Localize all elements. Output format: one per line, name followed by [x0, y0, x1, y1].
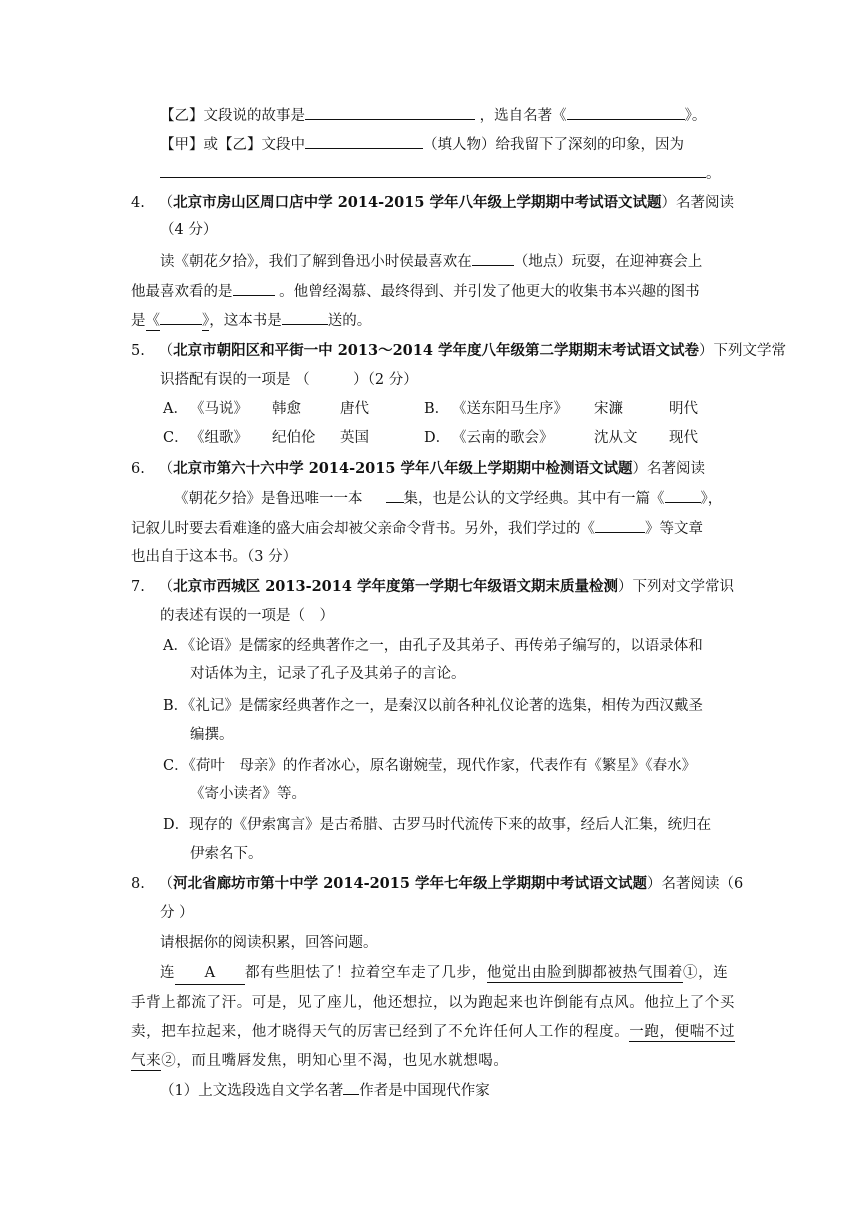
- blank-a[interactable]: A: [175, 963, 245, 985]
- question-source: 北京市朝阳区和平街一中 2013～2014 学年度八年级第二学期期末考试语文试卷: [173, 342, 699, 359]
- question-6-text-2: 记叙儿时要去看难逢的盛大庙会却被父亲命令背书。另外，我们学过的《 》等文章: [131, 518, 703, 539]
- passage-line-2: 手背上都流了汗。可是，见了座儿，他还想拉，以为跑起来也许倒能有点风。他拉上了个买: [131, 995, 735, 1011]
- answer-blank[interactable]: [305, 134, 423, 149]
- question-5-header: 5. （北京市朝阳区和平街一中 2013～2014 学年度八年级第二学期期末考试语文试卷）下列文学常: [131, 342, 786, 359]
- question-6-text-3: 也出自于这本书。（3 分）: [131, 549, 298, 565]
- option-b[interactable]: B．《礼记》是儒家经典著作之一，是秦汉以前各种礼仪论著的选集，相传为西汉戴圣: [163, 698, 703, 714]
- option-a-cont: 对话体为主，记录了孔子及其弟子的言论。: [190, 666, 466, 682]
- question-6-header: 6. （北京市第六十六中学 2014-2015 学年八年级上学期期中检测语文试题）名著阅读: [131, 460, 705, 477]
- option-label: A．: [163, 638, 188, 654]
- option-d-cont: 伊索名下。: [190, 846, 263, 862]
- option-d-label[interactable]: D．: [424, 430, 451, 446]
- option-c[interactable]: C．《荷叶 母亲》的作者冰心，原名谢婉莹，现代作家，代表作有《繁星》《春水》: [163, 758, 697, 774]
- question-source: 北京市房山区周口店中学 2014-2015 学年八年级上学期期中考试语文试题: [173, 194, 662, 211]
- option-b-author: 宋濂: [594, 401, 623, 417]
- prev-line-2: 【甲】或【乙】文段中 （填人物）给我留下了深刻的印象，因为: [160, 134, 684, 155]
- option-b-era: 明代: [669, 401, 698, 417]
- option-d[interactable]: D．现存的《伊索寓言》是古希腊、古罗马时代流传下来的故事，经后人汇集，统归在: [163, 817, 712, 833]
- passage-line-4: 气来②，而且嘴唇发焦，明知心里不渴，也见水就想喝。: [131, 1053, 509, 1069]
- option-a-author: 韩愈: [272, 401, 301, 417]
- option-c-author: 纪伯伦: [272, 430, 316, 446]
- option-d-era: 现代: [669, 430, 698, 446]
- question-4-score: （4 分）: [160, 222, 218, 238]
- question-4-header: 4. （北京市房山区周口店中学 2014-2015 学年八年级上学期期中考试语文试题）名著阅读: [131, 194, 734, 211]
- underlined-sentence-1: 他觉出由脸到脚都被热气围着: [486, 965, 684, 981]
- option-b-work: 《送东阳马生序》: [452, 401, 568, 417]
- option-a-work: 《马说》: [190, 401, 248, 417]
- question-5-stem: 识搭配有误的一项是 （ ）（2 分）: [160, 372, 418, 388]
- passage-line-1: 连 A 都有些胆怯了！拉着空车走了几步，他觉出由脸到脚都被热气围着①，连: [160, 963, 728, 985]
- option-b-label[interactable]: B．: [424, 401, 450, 417]
- answer-blank[interactable]: [305, 105, 475, 120]
- option-a-label[interactable]: A．: [163, 401, 188, 417]
- question-4-text-2: 他最喜欢看的是 。他曾经渴慕、最终得到、并引发了他更大的收集书本兴趣的图书: [131, 281, 700, 302]
- question-source: 河北省廊坊市第十中学 2014-2015 学年七年级上学期期中考试语文试题: [173, 875, 647, 892]
- question-6-text-1: 《朝花夕拾》是鲁迅唯一一本 集，也是公认的文学经典。其中有一篇《 》，: [174, 488, 722, 509]
- option-d-work: 《云南的歌会》: [452, 430, 554, 446]
- answer-blank[interactable]: [282, 310, 328, 325]
- question-7-stem: 的表述有误的一项是（ ）: [160, 608, 334, 624]
- answer-blank[interactable]: [472, 251, 514, 266]
- option-label: B．: [163, 698, 189, 714]
- option-label: C．: [163, 758, 189, 774]
- answer-blank[interactable]: [386, 488, 404, 503]
- prev-line-1: 【乙】文段说的故事是 ，选自名著《 》。: [160, 105, 706, 126]
- option-c-work: 《组歌》: [190, 430, 248, 446]
- option-c-label[interactable]: C．: [163, 430, 189, 446]
- option-c-cont: 《寄小读者》等。: [190, 786, 306, 802]
- underlined-sentence-2-cont: 气来: [131, 1053, 162, 1069]
- answer-blank[interactable]: [567, 105, 685, 120]
- question-source: 北京市第六十六中学 2014-2015 学年八年级上学期期中检测语文试题: [173, 460, 633, 477]
- question-8-score: 分 ）: [160, 905, 194, 921]
- option-c-era: 英国: [340, 430, 369, 446]
- sub-question-1: （1）上文选段选自文学名著 作者是中国现代作家: [160, 1080, 490, 1101]
- answer-blank[interactable]: [595, 518, 645, 533]
- question-4-text-3: 是《 》，这本书是 送的。: [131, 310, 371, 331]
- prev-line-3: 。: [160, 163, 721, 184]
- option-label: D．: [163, 817, 190, 833]
- question-8-prompt: 请根据你的阅读积累，回答问题。: [160, 935, 378, 951]
- option-b-cont: 编撰。: [190, 727, 234, 743]
- answer-blank[interactable]: [343, 1080, 359, 1095]
- answer-blank[interactable]: [665, 488, 701, 503]
- option-a-era: 唐代: [340, 401, 369, 417]
- underlined-sentence-2: 一跑，便喘不过: [629, 1024, 735, 1040]
- answer-blank[interactable]: [160, 163, 706, 178]
- answer-blank[interactable]: [233, 281, 275, 296]
- question-source: 北京市西城区 2013-2014 学年度第一学期七年级语文期末质量检测: [173, 578, 618, 595]
- question-4-text-1: 读《朝花夕拾》，我们了解到鲁迅小时侯最喜欢在 （地点）玩耍，在迎神赛会上: [160, 251, 702, 272]
- question-8-header: 8. （河北省廊坊市第十中学 2014-2015 学年七年级上学期期中考试语文试题）名著阅读（6: [131, 875, 744, 892]
- option-d-author: 沈从文: [594, 430, 638, 446]
- option-a[interactable]: A．《论语》是儒家的经典著作之一，由孔子及其弟子、再传弟子编写的，以语录体和: [163, 638, 703, 654]
- answer-blank[interactable]: [160, 310, 202, 325]
- passage-line-3: 卖，把车拉起来，他才晓得天气的厉害已经到了不允许任何人工作的程度。一跑，便喘不过: [131, 1024, 735, 1040]
- question-7-header: 7. （北京市西城区 2013-2014 学年度第一学期七年级语文期末质量检测）下列对文学常识: [131, 578, 734, 595]
